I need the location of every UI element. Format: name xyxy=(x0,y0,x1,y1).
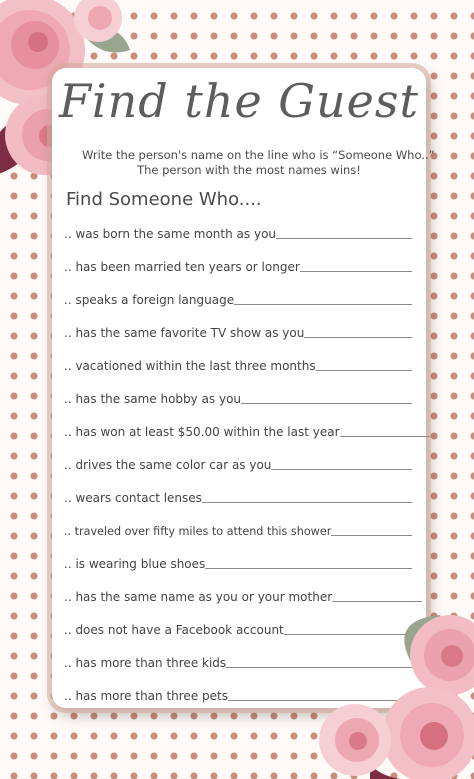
list-item xyxy=(64,553,412,571)
item-text: .. has more than three pets xyxy=(64,689,228,703)
name-line[interactable] xyxy=(241,403,412,404)
item-text: .. traveled over fifty miles to attend this shower xyxy=(64,525,332,538)
name-line[interactable] xyxy=(304,337,412,338)
item-text: .. does not have a Facebook account xyxy=(64,623,284,637)
page-title: Find the Guest xyxy=(59,74,419,128)
name-line[interactable] xyxy=(234,304,412,305)
item-text: .. speaks a foreign language xyxy=(64,293,235,307)
item-text: .. has more than three kids xyxy=(64,656,227,670)
list-item xyxy=(64,388,412,406)
item-text: .. is wearing blue shoes xyxy=(64,557,206,571)
name-line[interactable] xyxy=(340,436,430,437)
name-line[interactable] xyxy=(331,535,412,536)
item-text: .. has the same name as you or your mother xyxy=(64,590,333,604)
list-item xyxy=(64,421,412,439)
item-text: .. has the same favorite TV show as you xyxy=(64,326,305,340)
list-item xyxy=(64,487,412,505)
subheading: Find Someone Who.... xyxy=(66,189,262,210)
name-line[interactable] xyxy=(205,568,412,569)
list-item xyxy=(64,520,412,538)
list-item xyxy=(64,256,412,274)
list-item xyxy=(64,223,412,241)
list-item xyxy=(64,322,412,340)
name-line[interactable] xyxy=(271,469,412,470)
item-text: .. drives the same color car as you xyxy=(64,458,272,472)
item-text: .. was born the same month as you xyxy=(64,227,277,241)
item-text: .. vacationed within the last three months xyxy=(64,359,316,373)
name-line[interactable] xyxy=(202,502,412,503)
list-item xyxy=(64,289,412,307)
item-text: .. has been married ten years or longer xyxy=(64,260,300,274)
list-item xyxy=(64,454,412,472)
instructions-line-1: Write the person's name on the line who is “Someone Who..” xyxy=(82,148,435,162)
rose-cluster-bottom-right xyxy=(310,600,474,779)
name-line[interactable] xyxy=(300,271,412,272)
name-line[interactable] xyxy=(316,370,412,371)
item-text: .. has won at least $50.00 within the last year xyxy=(64,425,340,439)
instructions xyxy=(82,148,435,178)
item-text: .. wears contact lenses xyxy=(64,491,202,505)
instructions-line-2: The person with the most names wins! xyxy=(137,163,361,177)
name-line[interactable] xyxy=(276,238,412,239)
list-item xyxy=(64,355,412,373)
item-text: .. has the same hobby as you xyxy=(64,392,242,406)
